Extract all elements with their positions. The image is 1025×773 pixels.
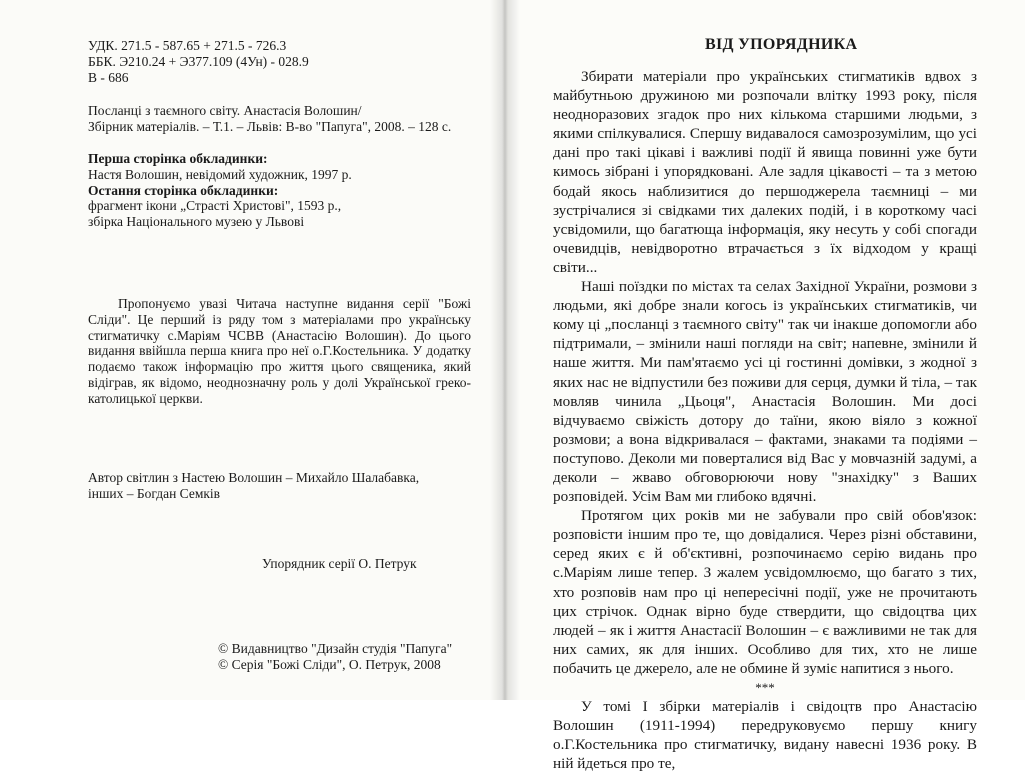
right-page — [505, 0, 1025, 773]
foreword-paragraph: Збирати матеріали про українських стигматиків вдвох з майбутньою дружиною ми розпочали влітку 1993 року, після неодноразових згадок про них кількома старшими людьми, з якими спілкувалися. Спершу видавалося самозрозумілим, що усі дані про такі цікаві і важливі події й явища повинні уже бути кимось зібрані і упорядковані. Але задля цікавості – та з метою бодай якось наблизитися до першоджерела таємниці – ми зустрічалися зі свідками тих далеких подій, і в короткому часі усвідомили, що багатюща інформація, яку несуть у собі спогади очевидців, невідворотно втрачається з їх відходом у кращі світи... — [553, 68, 977, 276]
catalog-codes — [88, 38, 468, 85]
section-separator: *** — [755, 680, 775, 695]
foreword-paragraph: Протягом цих років ми не забували про свій обов'язок: розповісти іншим про те, що довідалися. Через різні обставини, серед яких є й об'єктивні, розпочинаємо серію видань про с.Марiям лише тепер. З жалем усвідомлюємо, що багато з тих, хто розповів нам про ці непересічні події, уже не прочитають цих стрічок. Однак вірно буде ствердити, що свідоцтва цих людей – як і життя Анастасії Волошин – є важливими не так для них самих, як для інших. Особливо для тих, хто не лише побачить це джерело, але не обмине й зуміє напитися з нього. — [553, 507, 977, 677]
foreword-text — [553, 67, 977, 773]
cover-info — [88, 151, 488, 230]
copyright-line: © Серія "Божі Сліди", О. Петрук, 2008 — [218, 656, 441, 672]
left-page — [0, 0, 505, 700]
bibliographic-line: Посланці з таємного світу. Анастасія Волошин/ — [88, 103, 362, 118]
author-code: В - 686 — [88, 69, 129, 85]
foreword-paragraph: У томі І збірки матеріалів і свідоцтв про Анастасію Волошин (1911-1994) передруковуємо першу книгу о.Г.Костельника про стигматичку, видану навесні 1936 року. В ній йдеться про те, — [553, 698, 977, 773]
cover-back-line: збірка Національного музею у Львові — [88, 214, 305, 230]
series-editor: Упорядник серії О. Петрук — [262, 556, 417, 571]
cover-back-line: фрагмент ікони „Страсті Христові", 1593 р., — [88, 198, 342, 214]
cover-front-heading: Перша сторінка обкладинки: — [88, 151, 268, 166]
bibliographic-line: Збірник матеріалів. – Т.1. – Львів: В-во "Папуга", 2008. – 128 с. — [88, 118, 452, 134]
copyright-line: © Видавництво "Дизайн студія "Папуга" — [218, 641, 453, 656]
cover-front-text: Настя Волошин, невідомий художник, 1997 р. — [88, 166, 352, 182]
book-gutter-shadow — [490, 0, 520, 700]
bbk-code: ББК. Э210.24 + Э377.109 (4Ун) - 028.9 — [88, 53, 309, 69]
cover-back-heading: Остання сторінка обкладинки: — [88, 182, 279, 198]
bibliographic-record — [88, 103, 488, 135]
foreword-paragraph: Наші поїздки по містах та селах Західної України, розмови з людьми, які добре знали когось із українських стигматиків, чи кому ці „посланці з таємного світу" так чи інакше допомогли або підтримали, – змінили наші погляди на світ; напевне, змінили й наше життя. Ми пам'ятаємо усі ці гостинні домівки, з жодної з яких нас не відпустили без поживи для серця, думки й тіла, – так мовляв чинила „Цьоця", Анастасія Волошин. Ми досі відчуваємо свіжість дотору до таїни, якою віяло з кожної розмови; а вона відкривалася – фактами, знаками та подіями – поступово. Деколи ми поверталися від Вас у мовчазній задумі, а деколи – жваво обговорюючи нову "знахідку" з Ваших розповідей. Усім Вам ми глибоко вдячні. — [553, 278, 977, 506]
udc-code: УДК. 271.5 - 587.65 + 271.5 - 726.3 — [88, 38, 287, 53]
photo-credit-line: інших – Богдан Семків — [88, 485, 221, 501]
page-title: ВІД УПОРЯДНИКА — [705, 36, 858, 53]
intro-paragraph: Пропонуємо увазі Читача наступне видання серії "Божі Сліди". Це перший із ряду том з матеріалами про українську стигматичку с.Марiям ЧСВВ (Анастасію Волошин). До цього видання ввійшла перша книга про неї о.Г.Костельника. У додатку подаємо також інформацію про життя цього священика, який відіграв, як відомо, неоднозначну роль у долі Української греко-католицької церкви. — [88, 296, 471, 406]
photo-credit-line: Автор світлин з Настею Волошин – Михайло Шалабавка, — [88, 470, 420, 485]
copyright — [218, 641, 488, 673]
photo-credits — [88, 470, 488, 502]
